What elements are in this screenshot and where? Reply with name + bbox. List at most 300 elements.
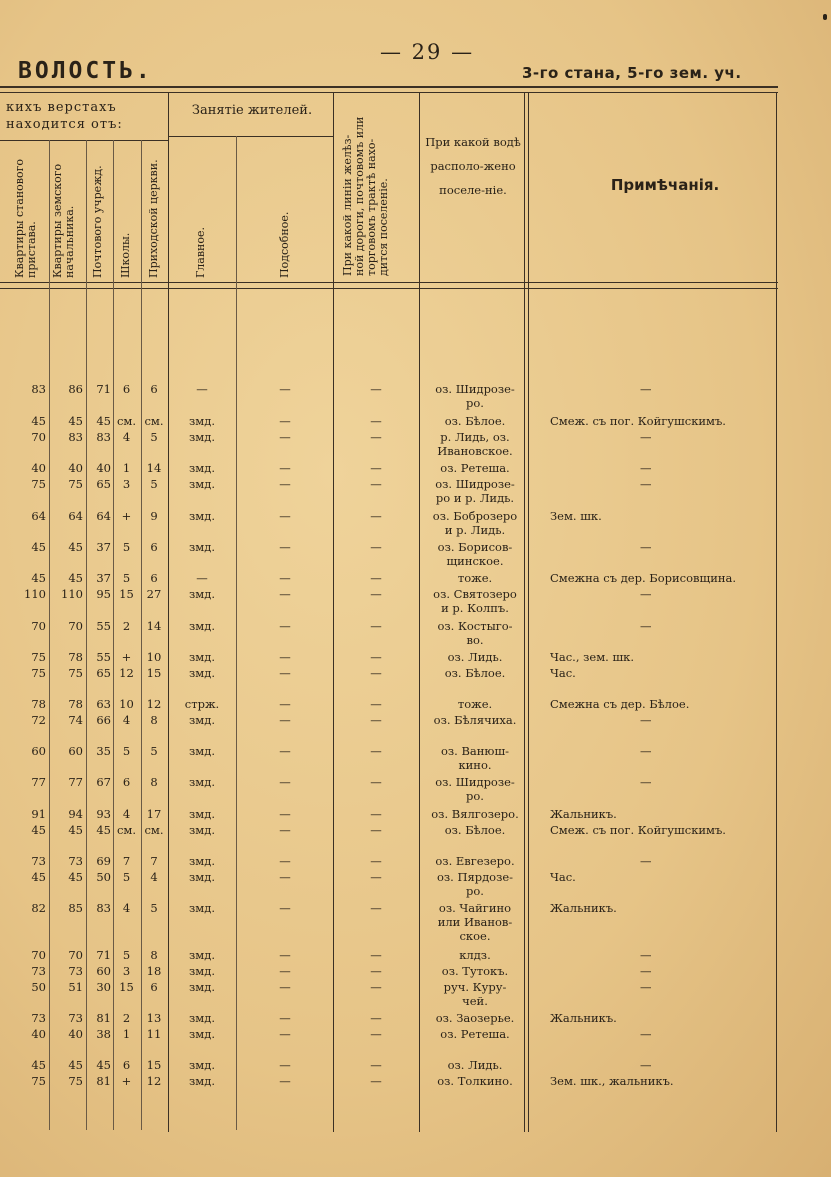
cell-road: —	[370, 948, 382, 962]
cell-c: 38	[96, 1027, 111, 1041]
cell-sec: —	[279, 854, 291, 868]
cell-b: 70	[68, 948, 83, 962]
cell-note: Зем. шк., жальникъ.	[550, 1074, 674, 1088]
cell-main: змд.	[189, 666, 215, 680]
cell-road: —	[370, 870, 382, 884]
header-rule-top-2	[0, 92, 778, 93]
cell-water: оз. Бѣлое.	[444, 666, 506, 680]
cell-a: 45	[31, 870, 46, 884]
cell-main: —	[196, 382, 208, 396]
cell-d: +	[121, 509, 132, 523]
road-heading: При какой линіи желѣз- ной дороги, почтовомъ или торговомъ трактѣ нахо- дится поселеніе.	[341, 116, 390, 276]
cell-c: 63	[96, 697, 111, 711]
cell-sec: —	[279, 1027, 291, 1041]
cell-d: 3	[122, 477, 131, 491]
cell-c: 64	[96, 509, 111, 523]
cell-main: змд.	[189, 807, 215, 821]
cell-sec: —	[279, 666, 291, 680]
cell-water: оз. Лидь.	[447, 1058, 503, 1072]
cell-d: 2	[122, 619, 131, 633]
cell-note: —	[640, 1027, 652, 1041]
cell-sec: —	[279, 948, 291, 962]
cell-b: 78	[68, 697, 83, 711]
cell-main: змд.	[189, 713, 215, 727]
cell-a: 70	[31, 948, 46, 962]
cell-water: оз. Шидрозе- ро.	[435, 775, 515, 803]
cell-note: Час.	[550, 666, 576, 680]
cell-a: 72	[31, 713, 46, 727]
cell-main: змд.	[189, 854, 215, 868]
cell-e: 8	[150, 713, 158, 727]
cell-a: 77	[31, 775, 46, 789]
cell-c: 69	[96, 854, 111, 868]
cell-sec: —	[279, 1058, 291, 1072]
cell-road: —	[370, 461, 382, 475]
cell-d: +	[121, 1074, 132, 1088]
cell-water: оз. Лидь.	[447, 650, 503, 664]
cell-main: змд.	[189, 901, 215, 915]
cell-road: —	[370, 666, 382, 680]
cell-sec: —	[279, 477, 291, 491]
cell-note: —	[640, 1058, 652, 1072]
cell-a: 73	[31, 1011, 46, 1025]
cell-sec: —	[279, 870, 291, 884]
cell-main: змд.	[189, 650, 215, 664]
cell-note: —	[640, 948, 652, 962]
cell-b: 75	[68, 1074, 83, 1088]
cell-c: 66	[96, 713, 111, 727]
occupation-group-rule	[168, 136, 333, 137]
district-label: 3-го стана, 5-го зем. уч.	[522, 64, 742, 82]
col-divider	[333, 92, 334, 1132]
cell-e: 6	[150, 382, 158, 396]
cell-road: —	[370, 509, 382, 523]
cell-b: 70	[68, 619, 83, 633]
cell-c: 37	[96, 571, 111, 585]
cell-e: 5	[150, 477, 158, 491]
cell-d: 5	[122, 571, 131, 585]
cell-a: 45	[31, 540, 46, 554]
cell-water: оз. Святозеро и р. Колпъ.	[433, 587, 517, 615]
cell-a: 78	[31, 697, 46, 711]
volost-title: ВОЛОСТЬ.	[18, 58, 153, 84]
cell-b: 45	[68, 870, 83, 884]
cell-b: 45	[68, 571, 83, 585]
cell-road: —	[370, 1027, 382, 1041]
cell-b: 73	[68, 964, 83, 978]
cell-a: 64	[31, 509, 46, 523]
cell-sec: —	[279, 382, 291, 396]
cell-b: 94	[68, 807, 83, 821]
cell-road: —	[370, 540, 382, 554]
cell-road: —	[370, 587, 382, 601]
cell-e: 8	[150, 775, 158, 789]
cell-water: оз. Чайгино или Иванов- ское.	[437, 901, 513, 943]
cell-water: оз. Шидрозе- ро и р. Лидь.	[435, 477, 515, 505]
cell-water: тоже.	[457, 697, 493, 711]
col-divider	[236, 136, 237, 1130]
cell-note: —	[640, 619, 652, 633]
cell-sec: —	[279, 697, 291, 711]
cell-note: —	[640, 461, 652, 475]
cell-d: 2	[122, 1011, 131, 1025]
cell-b: 51	[68, 980, 83, 994]
cell-d: 5	[122, 948, 131, 962]
cell-c: 55	[96, 650, 111, 664]
cell-a: 110	[24, 587, 46, 601]
cell-note: —	[640, 477, 652, 491]
col-divider	[419, 92, 420, 1132]
cell-c: 71	[96, 382, 111, 396]
cell-b: 86	[68, 382, 83, 396]
cell-b: 40	[68, 461, 83, 475]
cell-a: 73	[31, 964, 46, 978]
col-divider	[168, 92, 169, 1132]
post-heading: Почтового учрежд.	[91, 165, 104, 278]
cell-d: 1	[122, 461, 131, 475]
cell-sec: —	[279, 713, 291, 727]
cell-b: 40	[68, 1027, 83, 1041]
cell-d: 5	[122, 540, 131, 554]
cell-main: змд.	[189, 461, 215, 475]
cell-water: оз. Бѣлячиха.	[433, 713, 517, 727]
cell-d: 3	[122, 964, 131, 978]
cell-road: —	[370, 964, 382, 978]
cell-d: 5	[122, 870, 131, 884]
cell-e: 15	[146, 1058, 162, 1072]
cell-c: 45	[96, 1058, 111, 1072]
cell-road: —	[370, 619, 382, 633]
cell-e: 5	[150, 744, 158, 758]
cell-b: 64	[68, 509, 83, 523]
water-heading: При какой водѣ располо-жено поселе-ніе.	[425, 135, 521, 197]
cell-note: —	[640, 540, 652, 554]
cell-e: 4	[150, 870, 158, 884]
cell-b: 45	[68, 540, 83, 554]
cell-water: оз. Борисов- щинское.	[437, 540, 513, 568]
cell-d: 4	[122, 901, 131, 915]
cell-water: оз. Толкино.	[437, 1074, 513, 1088]
cell-a: 40	[31, 1027, 46, 1041]
cell-main: змд.	[189, 1011, 215, 1025]
main-occupation-heading: Главное.	[194, 227, 207, 278]
cell-water: оз. Шидрозе- ро.	[435, 382, 515, 410]
cell-d: 15	[119, 587, 134, 601]
cell-e: 15	[146, 666, 162, 680]
cell-note: Зем. шк.	[550, 509, 602, 523]
cell-e: 6	[150, 980, 158, 994]
cell-main: змд.	[189, 509, 215, 523]
cell-water: оз. Костыго- во.	[437, 619, 513, 647]
cell-c: 67	[96, 775, 111, 789]
cell-road: —	[370, 430, 382, 444]
cell-sec: —	[279, 540, 291, 554]
col-divider	[528, 92, 529, 1132]
cell-water: оз. Бѣлое.	[444, 414, 506, 428]
cell-a: 75	[31, 666, 46, 680]
cell-main: змд.	[189, 477, 215, 491]
cell-c: 81	[96, 1074, 111, 1088]
cell-road: —	[370, 744, 382, 758]
distance-group-rule	[0, 140, 168, 141]
cell-note: —	[640, 980, 652, 994]
cell-b: 110	[61, 587, 83, 601]
cell-e: 5	[150, 430, 158, 444]
cell-note: Час., зем. шк.	[550, 650, 635, 664]
cell-water: клдз.	[459, 948, 491, 962]
cell-main: стрж.	[184, 697, 220, 711]
cell-c: 55	[96, 619, 111, 633]
cell-main: змд.	[189, 587, 215, 601]
cell-road: —	[370, 477, 382, 491]
cell-main: змд.	[189, 870, 215, 884]
cell-e: 8	[150, 948, 158, 962]
cell-a: 83	[31, 382, 46, 396]
occupation-group-heading: Занятіе жителей.	[191, 103, 313, 118]
cell-note: —	[640, 382, 652, 396]
cell-note: Смеж. съ пог. Койгушскимъ.	[550, 823, 726, 837]
header-rule-bottom-2	[0, 288, 778, 289]
cell-e: 10	[146, 650, 162, 664]
cell-main: змд.	[189, 980, 215, 994]
cell-road: —	[370, 1011, 382, 1025]
cell-road: —	[370, 713, 382, 727]
cell-a: 82	[31, 901, 46, 915]
header-rule-top	[0, 86, 778, 88]
cell-a: 75	[31, 477, 46, 491]
cell-e: 7	[150, 854, 158, 868]
cell-d: см.	[116, 414, 137, 428]
cell-note: Час.	[550, 870, 576, 884]
cell-a: 75	[31, 650, 46, 664]
cell-b: 75	[68, 666, 83, 680]
cell-b: 73	[68, 1011, 83, 1025]
cell-d: см.	[116, 823, 137, 837]
cell-road: —	[370, 980, 382, 994]
cell-note: Жальникъ.	[550, 1011, 617, 1025]
page-number: — 29 —	[380, 40, 475, 64]
cell-c: 65	[96, 477, 111, 491]
cell-c: 37	[96, 540, 111, 554]
cell-sec: —	[279, 619, 291, 633]
cell-b: 73	[68, 854, 83, 868]
cell-sec: —	[279, 587, 291, 601]
cell-c: 93	[96, 807, 111, 821]
cell-c: 45	[96, 414, 111, 428]
cell-b: 78	[68, 650, 83, 664]
cell-e: 18	[146, 964, 162, 978]
cell-main: змд.	[189, 1074, 215, 1088]
cell-water: оз. Боброзеро и р. Лидь.	[432, 509, 518, 537]
cell-a: 45	[31, 414, 46, 428]
cell-water: р. Лидь, оз. Ивановское.	[437, 430, 513, 458]
cell-c: 65	[96, 666, 111, 680]
cell-main: змд.	[189, 414, 215, 428]
cell-main: змд.	[189, 744, 215, 758]
cell-a: 45	[31, 571, 46, 585]
cell-d: 1	[122, 1027, 131, 1041]
cell-main: змд.	[189, 1027, 215, 1041]
zemsky-heading: Квартиры земского начальника.	[51, 163, 76, 278]
cell-water: оз. Тутокъ.	[441, 964, 509, 978]
cell-water: оз. Заозерье.	[435, 1011, 515, 1025]
cell-c: 35	[96, 744, 111, 758]
cell-main: змд.	[189, 1058, 215, 1072]
cell-c: 95	[96, 587, 111, 601]
cell-b: 74	[68, 713, 83, 727]
cell-a: 60	[31, 744, 46, 758]
cell-sec: —	[279, 571, 291, 585]
cell-water: оз. Пярдозе- ро.	[436, 870, 514, 898]
cell-d: 6	[122, 1058, 131, 1072]
header-rule-bottom	[0, 282, 778, 283]
cell-note: —	[640, 775, 652, 789]
cell-main: змд.	[189, 775, 215, 789]
secondary-occupation-heading: Подсобное.	[278, 211, 291, 278]
school-heading: Школы.	[119, 232, 132, 278]
cell-main: —	[196, 571, 208, 585]
cell-note: Смеж. съ пог. Койгушскимъ.	[550, 414, 726, 428]
cell-note: —	[640, 430, 652, 444]
cell-c: 83	[96, 901, 111, 915]
cell-road: —	[370, 414, 382, 428]
cell-sec: —	[279, 807, 291, 821]
cell-a: 75	[31, 1074, 46, 1088]
cell-road: —	[370, 901, 382, 915]
cell-a: 40	[31, 461, 46, 475]
cell-e: 6	[150, 540, 158, 554]
cell-d: 15	[119, 980, 134, 994]
cell-e: 14	[146, 619, 162, 633]
cell-note: Смежна съ дер. Бѣлое.	[550, 697, 690, 711]
cell-note: Смежна съ дер. Борисовщина.	[550, 571, 737, 585]
cell-a: 91	[31, 807, 46, 821]
cell-d: 12	[119, 666, 134, 680]
cell-water: оз. Бѣлое.	[444, 823, 506, 837]
cell-c: 81	[96, 1011, 111, 1025]
col-divider	[776, 92, 777, 1132]
cell-main: змд.	[189, 430, 215, 444]
cell-e: 12	[146, 1074, 162, 1088]
cell-b: 45	[68, 414, 83, 428]
cell-d: 6	[122, 775, 131, 789]
cell-b: 45	[68, 1058, 83, 1072]
cell-note: Жальникъ.	[550, 901, 617, 915]
church-heading: Приходской церкви.	[147, 159, 160, 278]
cell-e: 9	[150, 509, 158, 523]
cell-note: —	[640, 744, 652, 758]
cell-main: змд.	[189, 948, 215, 962]
cell-e: 17	[146, 807, 162, 821]
stanovoy-heading: Квартиры станового пристава.	[13, 159, 38, 278]
cell-road: —	[370, 650, 382, 664]
cell-e: 6	[150, 571, 158, 585]
cell-c: 83	[96, 430, 111, 444]
cell-b: 77	[68, 775, 83, 789]
cell-note: —	[640, 587, 652, 601]
cell-road: —	[370, 823, 382, 837]
cell-main: змд.	[189, 964, 215, 978]
cell-e: 14	[146, 461, 162, 475]
cell-sec: —	[279, 1011, 291, 1025]
cell-a: 50	[31, 980, 46, 994]
cell-c: 30	[96, 980, 111, 994]
cell-a: 70	[31, 619, 46, 633]
cell-sec: —	[279, 509, 291, 523]
cell-road: —	[370, 1058, 382, 1072]
cell-note: Жальникъ.	[550, 807, 617, 821]
cell-e: 13	[146, 1011, 162, 1025]
cell-a: 70	[31, 430, 46, 444]
cell-road: —	[370, 1074, 382, 1088]
ink-spot	[823, 14, 827, 20]
cell-c: 71	[96, 948, 111, 962]
cell-note: —	[640, 854, 652, 868]
cell-c: 60	[96, 964, 111, 978]
cell-b: 45	[68, 823, 83, 837]
cell-sec: —	[279, 414, 291, 428]
cell-sec: —	[279, 964, 291, 978]
cell-sec: —	[279, 430, 291, 444]
cell-d: 6	[122, 382, 131, 396]
cell-sec: —	[279, 901, 291, 915]
distance-group-heading: кихъ верстахъ находится отъ:	[6, 100, 123, 132]
cell-d: 5	[122, 744, 131, 758]
cell-water: оз. Ретеша.	[440, 461, 510, 475]
cell-a: 45	[31, 823, 46, 837]
cell-main: змд.	[189, 619, 215, 633]
cell-road: —	[370, 382, 382, 396]
cell-b: 60	[68, 744, 83, 758]
cell-d: 7	[122, 854, 131, 868]
cell-note: —	[640, 964, 652, 978]
cell-water: оз. Вялгозеро.	[431, 807, 519, 821]
cell-e: 12	[146, 697, 162, 711]
cell-c: 40	[96, 461, 111, 475]
cell-note: —	[640, 713, 652, 727]
cell-sec: —	[279, 1074, 291, 1088]
cell-c: 50	[96, 870, 111, 884]
cell-e: 27	[146, 587, 162, 601]
cell-water: оз. Ванюш- кино.	[440, 744, 510, 772]
cell-e: 5	[150, 901, 158, 915]
cell-water: руч. Куру- чей.	[443, 980, 507, 1008]
cell-d: 4	[122, 807, 131, 821]
cell-water: оз. Ретеша.	[440, 1027, 510, 1041]
cell-e: см.	[144, 414, 164, 428]
cell-e: см.	[144, 823, 164, 837]
cell-c: 45	[96, 823, 111, 837]
cell-sec: —	[279, 461, 291, 475]
cell-a: 73	[31, 854, 46, 868]
cell-a: 45	[31, 1058, 46, 1072]
cell-sec: —	[279, 823, 291, 837]
cell-e: 11	[146, 1027, 162, 1041]
cell-sec: —	[279, 980, 291, 994]
cell-b: 75	[68, 477, 83, 491]
cell-road: —	[370, 854, 382, 868]
cell-main: змд.	[189, 540, 215, 554]
cell-d: 10	[119, 697, 134, 711]
cell-d: 4	[122, 430, 131, 444]
cell-d: 4	[122, 713, 131, 727]
notes-heading: Примѣчанія.	[610, 176, 720, 194]
cell-water: оз. Евгезеро.	[435, 854, 515, 868]
cell-d: +	[121, 650, 132, 664]
cell-road: —	[370, 571, 382, 585]
cell-sec: —	[279, 775, 291, 789]
cell-water: тоже.	[457, 571, 493, 585]
